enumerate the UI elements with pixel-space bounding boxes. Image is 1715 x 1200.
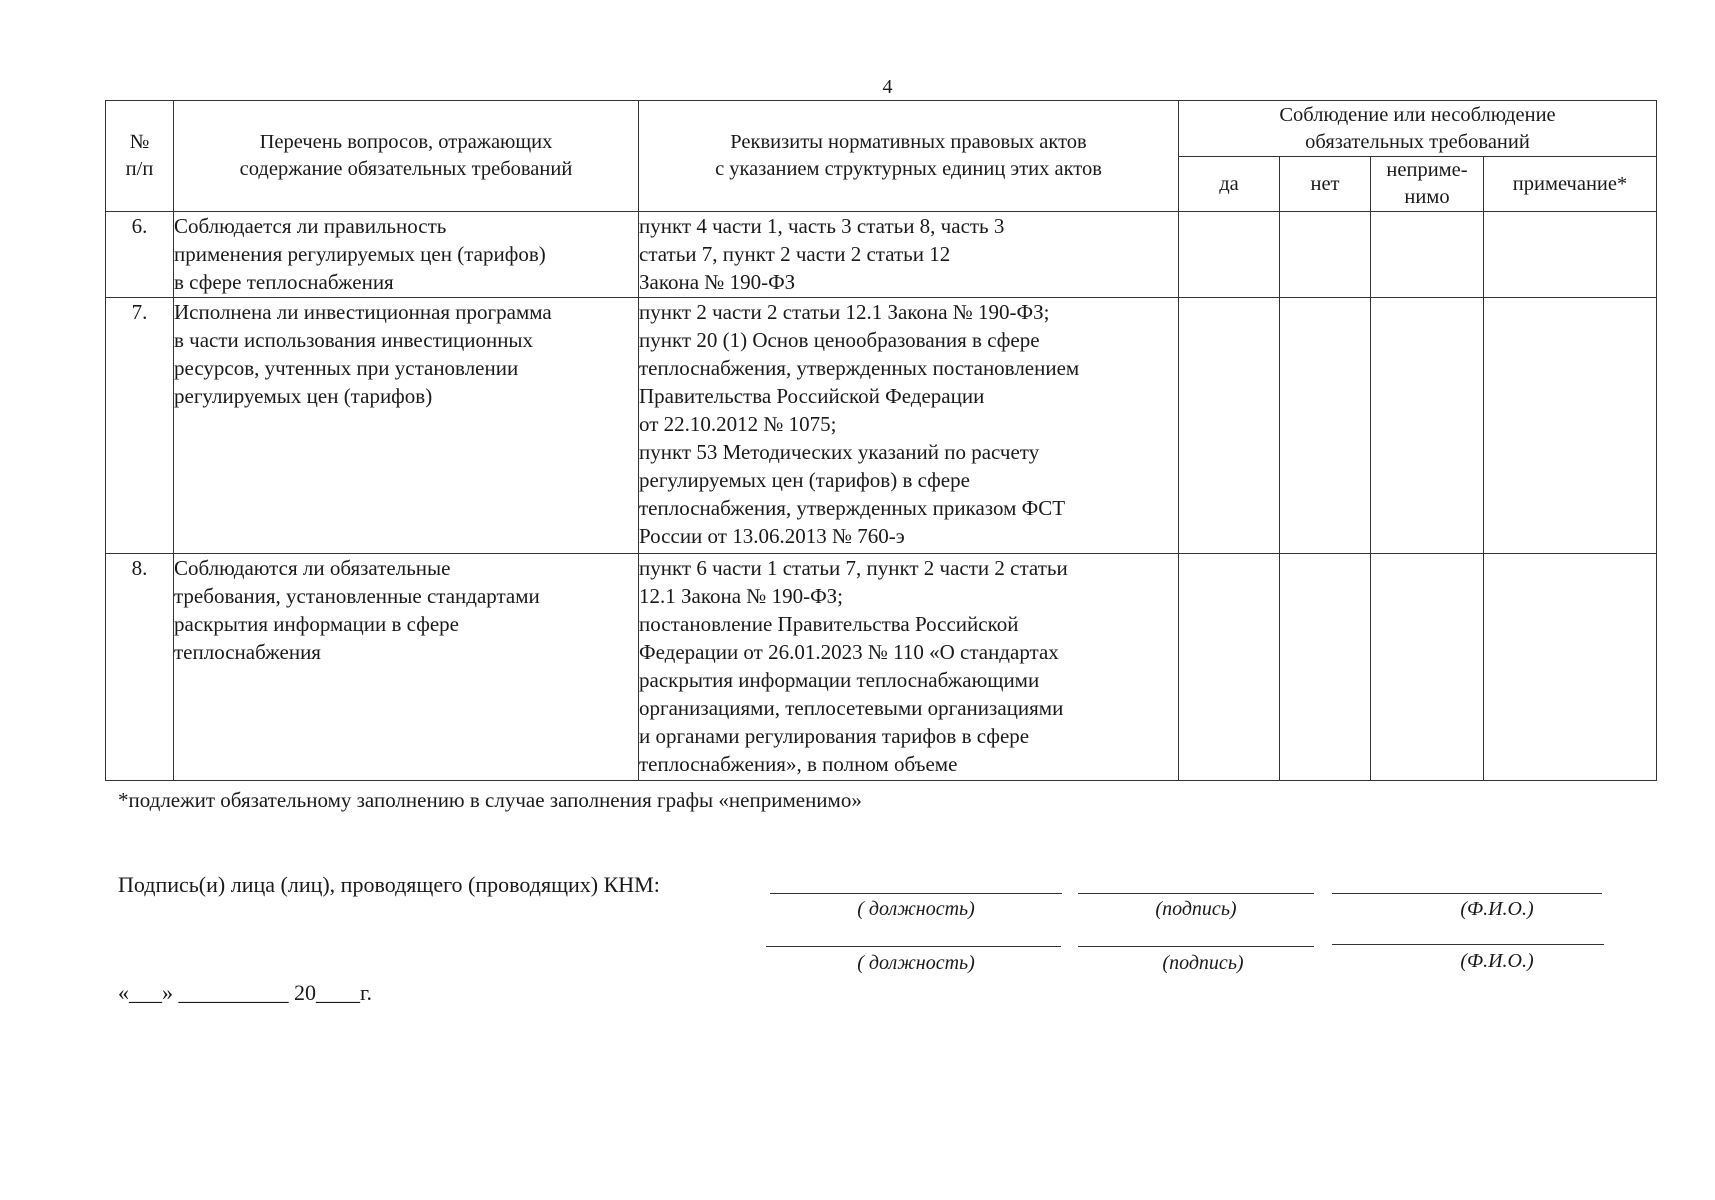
cell-no[interactable] — [1280, 298, 1371, 554]
name-line[interactable] — [1332, 944, 1604, 945]
cell-yes[interactable] — [1179, 298, 1280, 554]
position-caption: ( должность) — [857, 952, 975, 974]
position-line[interactable] — [770, 893, 1062, 894]
position-line[interactable] — [766, 946, 1061, 947]
row-question: Соблюдаются ли обязательные требования, установленные стандартами раскрытия информации в сфере теплоснабжения — [174, 554, 639, 781]
name-caption: (Ф.И.О.) — [1460, 898, 1534, 920]
row-acts: пункт 6 части 1 статьи 7, пункт 2 части 2 статьи 12.1 Закона № 190-ФЗ; постановление Правительства Российской Федерации от 26.01.2023 № 110 «О стандартах раскрытия информации теплоснабжающими организациями, теплосетевыми организациями и органами регулирования тарифов в сфере теплоснабжения», в полном объеме — [639, 554, 1179, 781]
cell-no[interactable] — [1280, 554, 1371, 781]
cell-note[interactable] — [1484, 554, 1657, 781]
signature-label: Подпись(и) лица (лиц), проводящего (проводящих) КНМ: — [118, 872, 660, 897]
row-number: 6. — [106, 212, 174, 298]
cell-yes[interactable] — [1179, 212, 1280, 298]
header-acts: Реквизиты нормативных правовых актов с указанием структурных единиц этих актов — [639, 101, 1179, 212]
cell-note[interactable] — [1484, 212, 1657, 298]
header-yes: да — [1179, 157, 1280, 212]
signature-line[interactable] — [1078, 946, 1314, 947]
header-no: нет — [1280, 157, 1371, 212]
header-not-applicable: неприме- нимо — [1371, 157, 1484, 212]
cell-no[interactable] — [1280, 212, 1371, 298]
table-row — [106, 212, 1657, 298]
footnote: *подлежит обязательному заполнению в случае заполнения графы «неприменимо» — [118, 788, 862, 812]
cell-not-applicable[interactable] — [1371, 212, 1484, 298]
cell-yes[interactable] — [1179, 554, 1280, 781]
header-compliance-group: Соблюдение или несоблюдение обязательных требований — [1179, 101, 1657, 157]
table-row — [106, 554, 1657, 781]
name-line[interactable] — [1332, 893, 1602, 894]
signature-caption: (подпись) — [1162, 952, 1244, 974]
header-row — [106, 101, 1657, 157]
name-caption: (Ф.И.О.) — [1460, 950, 1534, 972]
row-number: 7. — [106, 298, 174, 554]
row-question: Исполнена ли инвестиционная программа в части использования инвестиционных ресурсов, учтенных при установлении регулируемых цен (тарифов) — [174, 298, 639, 554]
checklist-table — [105, 100, 1657, 781]
row-acts: пункт 4 части 1, часть 3 статьи 8, часть 3 статьи 7, пункт 2 части 2 статьи 12 Закона № 190-ФЗ — [639, 212, 1179, 298]
cell-note[interactable] — [1484, 298, 1657, 554]
signature-line[interactable] — [1078, 893, 1314, 894]
header-note: примечание* — [1484, 157, 1657, 212]
row-acts: пункт 2 части 2 статьи 12.1 Закона № 190-ФЗ; пункт 20 (1) Основ ценообразования в сфере теплоснабжения, утвержденных постановлением Правительства Российской Федерации от 22.10.2012 № 1075; пункт 53 Методических указаний по расчету регулируемых цен (тарифов) в сфере теплоснабжения, утвержденных приказом ФСТ России от 13.06.2013 № 760-э — [639, 298, 1179, 554]
page-number: 4 — [882, 76, 893, 98]
cell-not-applicable[interactable] — [1371, 554, 1484, 781]
date-line: «___» __________ 20____г. — [118, 980, 373, 1005]
row-number: 8. — [106, 554, 174, 781]
position-caption: ( должность) — [857, 898, 975, 920]
row-question: Соблюдается ли правильность применения регулируемых цен (тарифов) в сфере теплоснабжения — [174, 212, 639, 298]
header-questions: Перечень вопросов, отражающих содержание обязательных требований — [174, 101, 639, 212]
cell-not-applicable[interactable] — [1371, 298, 1484, 554]
signature-caption: (подпись) — [1155, 898, 1237, 920]
table-row — [106, 298, 1657, 554]
header-num: № п/п — [106, 101, 174, 212]
